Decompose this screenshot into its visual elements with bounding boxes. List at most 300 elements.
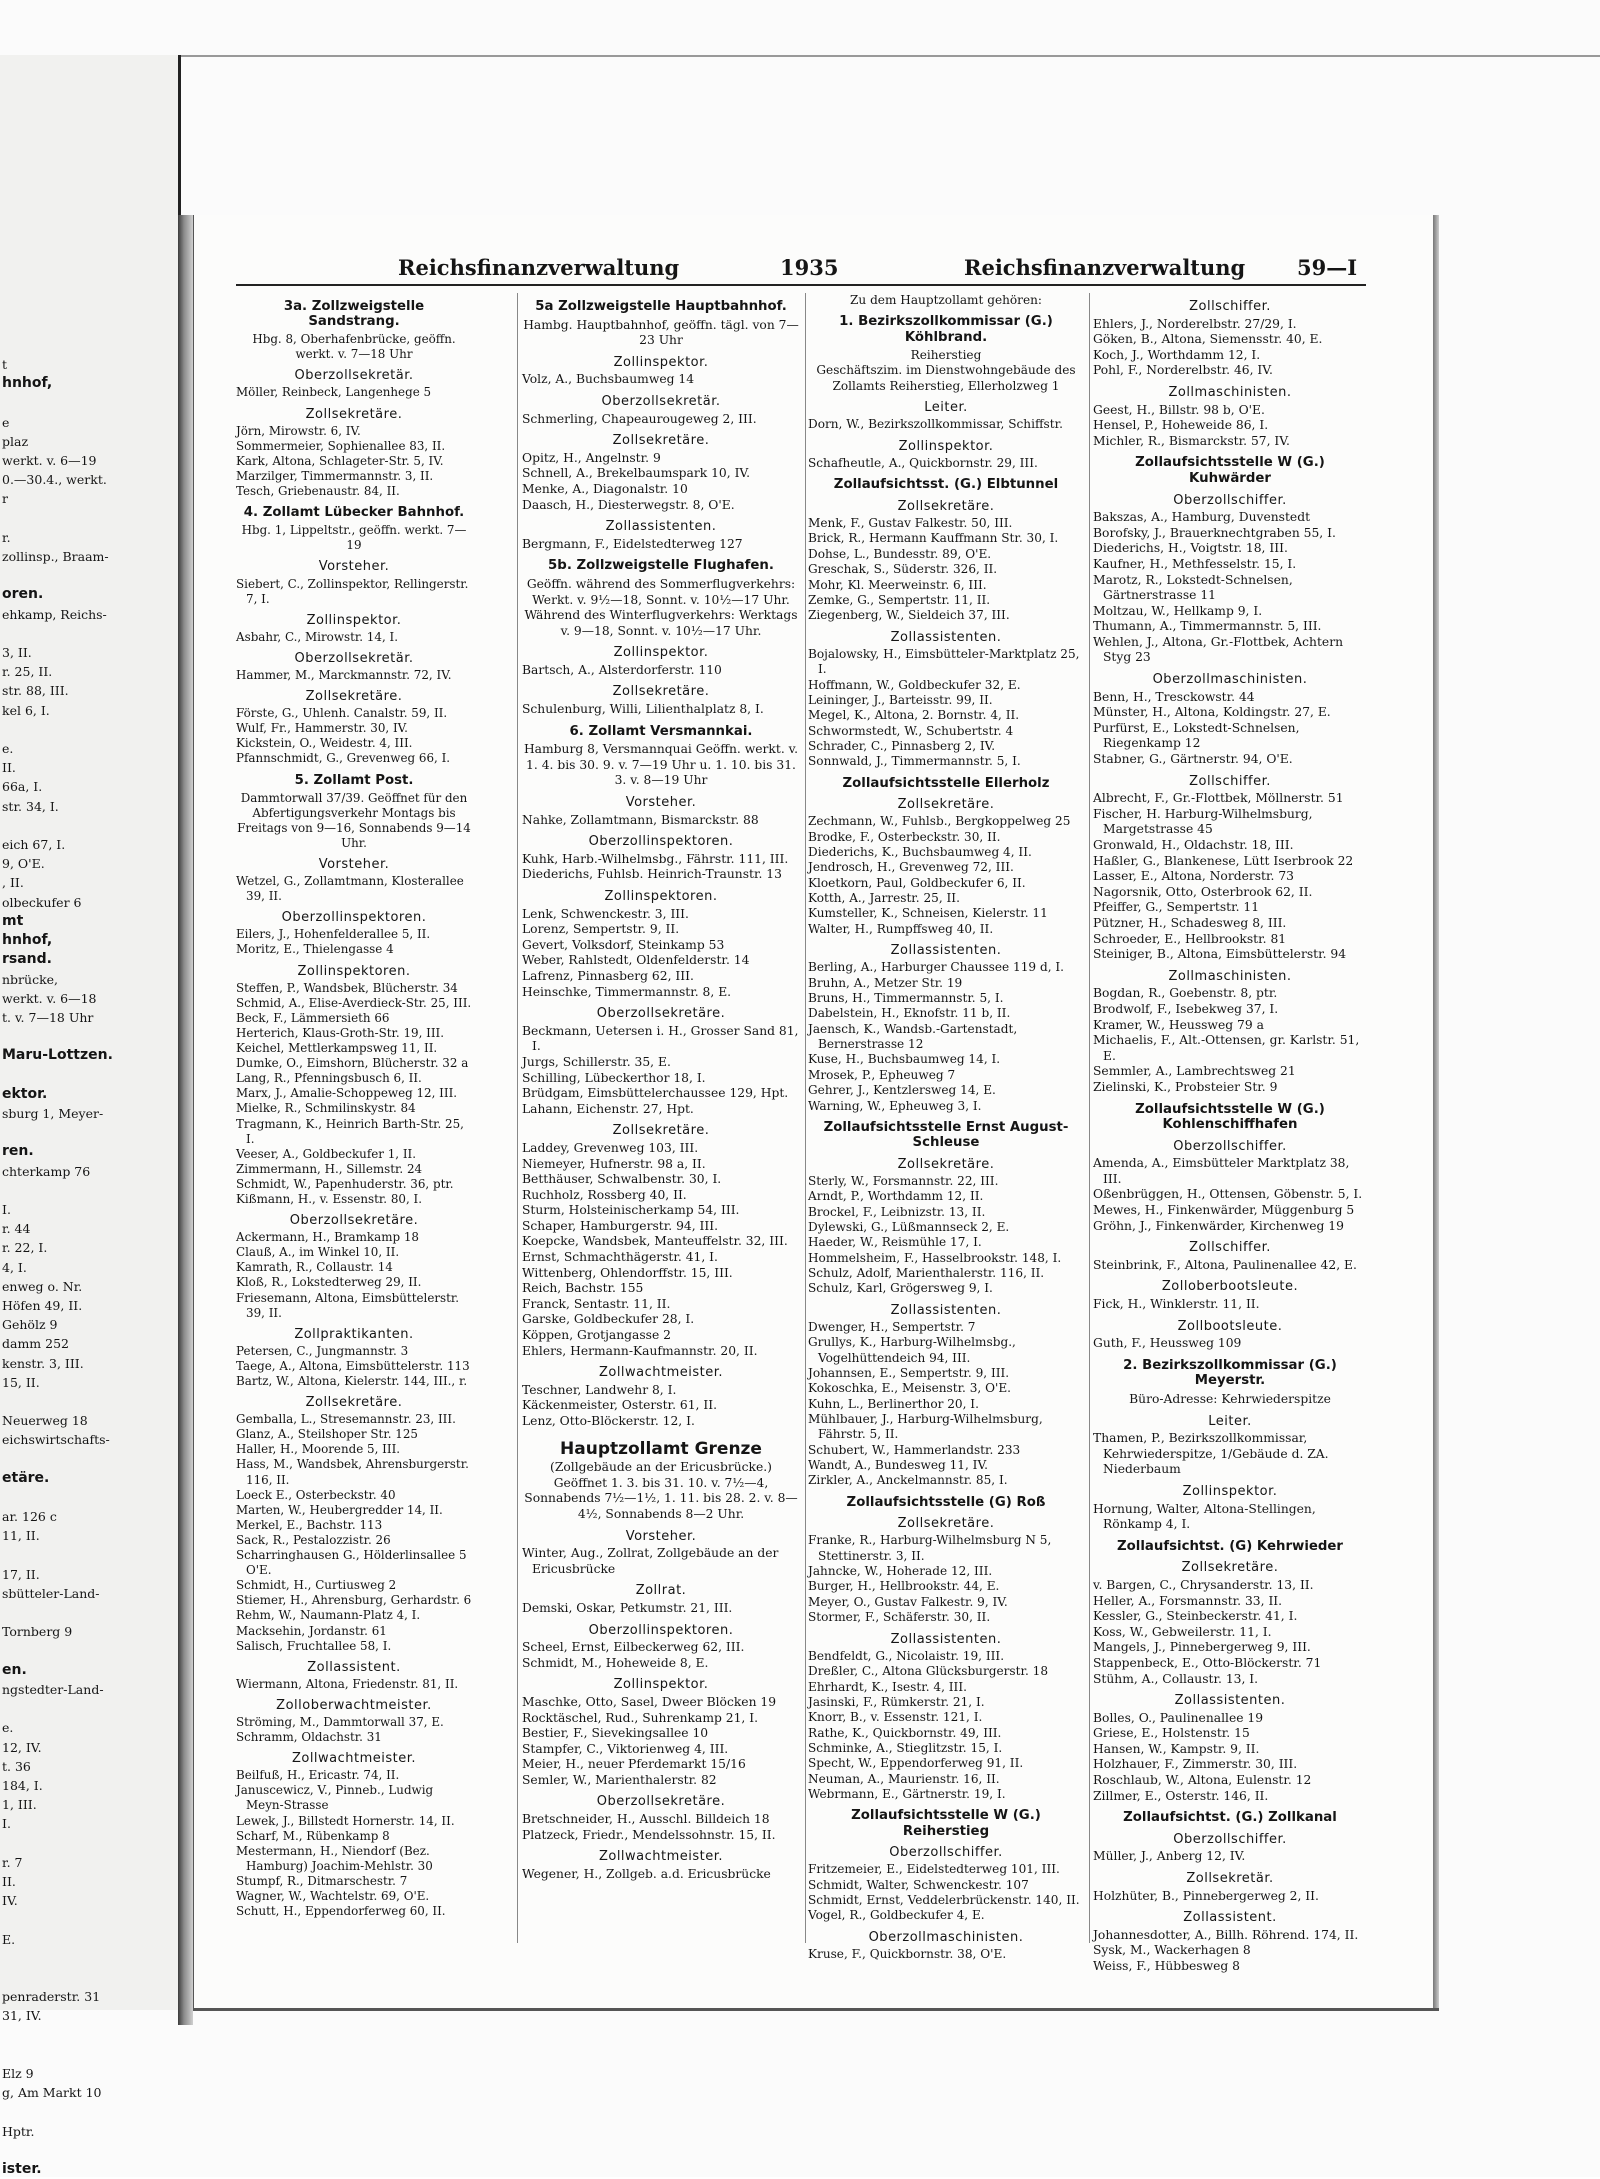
directory-entry: Meier, H., neuer Pferdemarkt 15/16 [522,1757,746,1772]
directory-entry: Eilers, J., Hohenfelderallee 5, II. [236,927,431,942]
previous-page-line [2,1910,172,1929]
column-separator [1089,293,1090,1943]
role-heading: Leiter. [1208,1413,1252,1429]
directory-entry: Stabner, G., Gärtnerstr. 94, O'E. [1093,752,1293,767]
office-info: Reiherstieg [910,348,982,363]
column-separator [517,293,518,1943]
section-heading: 6. Zollamt Versmannkai. [569,723,753,739]
previous-page-line: 4, I. [2,1259,27,1275]
directory-entry: Dreßler, C., Altona Glücksburgerstr. 18 [808,1664,1049,1679]
directory-entry: Diederichs, H., Voigtstr. 18, III. [1093,541,1288,556]
directory-entry: Merkel, E., Bachstr. 113 [236,1517,383,1532]
directory-entry: Stormer, F., Schäferstr. 30, II. [808,1610,991,1625]
previous-page-line [2,393,172,412]
role-heading: Zollinspektor. [306,612,402,628]
directory-entry: Franke, R., Harburg-Wilhelmsburg N 5, Stettinerstr. 3, II. [808,1533,1052,1563]
directory-entry: Roschlaub, W., Altona, Eulenstr. 12 [1093,1773,1312,1788]
directory-entry: Kuhn, L., Berlinerthor 20, I. [808,1396,979,1411]
directory-entry: Jaensch, K., Wandsb.-Gartenstadt, Bernerstrasse 12 [808,1021,1018,1052]
directory-entry: Dumke, O., Eimshorn, Blücherstr. 32 a [236,1056,469,1071]
role-heading: Zollwachtmeister. [291,1751,417,1767]
directory-entry: Betthäuser, Schwalbenstr. 30, I. [522,1172,722,1187]
directory-entry: Zillmer, E., Osterstr. 146, II. [1093,1788,1269,1803]
previous-page-line [2,1066,172,1085]
role-heading: Zollassistent. [1183,1910,1277,1926]
role-heading: Oberzollsekretäre. [289,1213,419,1229]
previous-page-line: ren. [2,1143,34,1160]
previous-page-line [2,1699,172,1718]
previous-page-line: 0.—30.4., werkt. [2,472,107,488]
column-2 [522,293,800,1882]
directory-entry: Teschner, Landwehr 8, I. [522,1382,677,1397]
role-heading: Oberzollschiffer. [889,1844,1003,1860]
directory-entry: Mühlbauer, J., Harburg-Wilhelmsburg, Fährstr. 5, II. [808,1412,1043,1442]
directory-entry: Keichel, Mettlerkampsweg 11, II. [236,1041,438,1056]
section-heading: Zollaufsichtsstelle W (G.) Kuhwärder [1135,455,1325,486]
previous-page-line: r [2,491,8,507]
section-heading: Zollaufsichtsst. (G.) Elbtunnel [833,477,1059,493]
previous-page-line [2,1488,172,1507]
previous-page-line: chterkamp 76 [2,1163,91,1179]
directory-entry: Haeder, W., Reismühle 17, I. [808,1235,982,1250]
role-heading: Zollwachtmeister. [598,1849,724,1865]
directory-entry: Schrader, C., Pinnasberg 2, IV. [808,738,996,753]
directory-entry: Ziegenberg, W., Sieldeich 37, III. [808,608,1010,623]
directory-entry: Schubert, W., Hammerlandstr. 233 [808,1442,1021,1457]
previous-page-line [2,1546,172,1565]
role-heading: Oberzollschiffer. [1173,1831,1287,1847]
previous-page-line: ektor. [2,1085,48,1102]
directory-entry: Steiniger, B., Altona, Eimsbüttelerstr. 94 [1093,947,1347,962]
role-heading: Vorsteher. [625,795,697,811]
directory-entry: Grullys, K., Harburg-Wilhelmsbg., Vogelhüttendeich 94, III. [808,1335,1016,1365]
directory-entry: Bolles, O., Paulinenallee 19 [1093,1710,1264,1725]
directory-entry: Johannsen, E., Sempertstr. 9, III. [808,1366,1010,1380]
section-heading: Zollaufsichtsstelle (G) Roß [846,1494,1046,1510]
directory-entry: Mewes, H., Finkenwärder, Müggenburg 5 [1093,1203,1355,1218]
directory-entry: Brockel, F., Leibnizstr. 13, II. [808,1204,986,1219]
directory-entry: Stühm, A., Collaustr. 13, I. [1093,1671,1259,1686]
previous-page-line: olbeckufer 6 [2,894,82,910]
directory-entry: Bakszas, A., Hamburg, Duvenstedt [1093,510,1311,525]
office-info: Geöffn. während des Sommerflugverkehrs: Werkt. v. 9½—18, Sonnt. v. 10½—17 Uhr. Während des Winterflugverkehrs: Werktags v. 9—18, Sonnt. v. 10½—17 Uhr. [524,576,798,638]
directory-entry: Koss, W., Gebweilerstr. 11, I. [1093,1624,1272,1639]
directory-entry: Gronwald, H., Oldachstr. 18, III. [1093,838,1294,852]
previous-page-line [2,1949,172,1968]
directory-entry: Ehlers, J., Norderelbstr. 27/29, I. [1093,316,1297,331]
role-heading: Oberzollsekretär. [294,368,414,384]
directory-entry: Sommermeier, Sophienallee 83, II. [236,438,446,453]
office-info: Hambg. Hauptbahnhof, geöffn. tägl. von 7—23 Uhr [523,317,799,348]
previous-page-line: 17, II. [2,1566,40,1582]
previous-page-line [2,720,172,739]
directory-entry: Berling, A., Harburger Chaussee 119 d, I. [808,960,1065,975]
role-heading: Zollinspektoren. [604,889,718,904]
previous-page-line: sbütteler-Land- [2,1586,100,1601]
role-heading: Zollrat. [635,1583,687,1599]
role-heading: Zollbootsleute. [1177,1318,1283,1334]
previous-page-line: kel 6, I. [2,702,50,718]
role-heading: Zollsekretäre. [897,1156,995,1172]
directory-entry: Hass, M., Wandsbek, Ahrensburgerstr. 116, II. [236,1457,469,1487]
previous-page-line: nbrücke, [2,971,59,987]
directory-entry: Holzhauer, F., Zimmerstr. 30, III. [1093,1757,1298,1772]
office-info: (Zollgebäude an der Ericusbrücke.) Geöffnet 1. 3. bis 31. 10. v. 7½—4, Sonnabends 7½—1½, 1. 11. bis 28. 2. v. 8—4½, Sonnabends 8—2 Uhr. [524,1460,798,1521]
directory-entry: Bojalowsky, H., Eimsbütteler-Marktplatz 25, I. [808,646,1080,677]
directory-entry: Megel, K., Altona, 2. Bornstr. 4, II. [808,708,1020,723]
directory-entry: Wandt, A., Bundesweg 11, IV. [808,1458,988,1473]
previous-page-line [2,2026,172,2045]
directory-entry: Koepcke, Wandsbek, Manteuffelstr. 32, III. [522,1234,788,1249]
office-info: Büro-Adresse: Kehrwiederspitze [1129,1392,1331,1406]
directory-entry: Bendfeldt, G., Nicolaistr. 19, III. [808,1648,1005,1663]
directory-entry: Jendrosch, H., Grevenweg 72, III. [808,860,1014,875]
previous-page-line [2,1392,172,1411]
directory-entry: Moltzau, W., Hellkamp 9, I. [1093,603,1263,618]
role-heading: Zollassistenten. [890,1631,1002,1647]
role-heading: Zollmaschinisten. [1168,384,1292,400]
directory-entry: Stappenbeck, E., Otto-Blöckerstr. 71 [1093,1655,1322,1670]
previous-page-line: Neuerweg 18 [2,1413,88,1429]
directory-entry: Schafheutle, A., Quickbornstr. 29, III. [808,456,1038,471]
directory-entry: Heller, A., Forsmannstr. 33, II. [1093,1593,1283,1608]
directory-entry: Lenz, Otto-Blöckerstr. 12, I. [522,1414,695,1428]
office-info: Dammtorwall 37/39. Geöffnet für den Abfertigungsverkehr Montags bis Freitags von 9—16, Sonnabends 9—14 Uhr. [237,790,471,850]
directory-entry: Bretschneider, H., Ausschl. Billdeich 18 [522,1812,770,1827]
directory-entry: Schulz, Adolf, Marienthalerstr. 116, II. [808,1265,1045,1280]
directory-entry: Ströming, M., Dammtorwall 37, E. [236,1714,444,1729]
directory-entry: Demski, Oskar, Petkumstr. 21, III. [522,1600,733,1615]
directory-entry: Mangels, J., Pinnebergerweg 9, III. [1093,1640,1311,1655]
previous-page-line: hnhof, [2,375,53,392]
directory-entry: Diederichs, K., Buchsbaumweg 4, II. [808,845,1032,859]
role-heading: Zollassistenten. [605,519,717,535]
directory-entry: Sturm, Holsteinischerkamp 54, III. [522,1203,740,1218]
directory-entry: Leininger, J., Barteisstr. 99, II. [808,692,993,707]
directory-entry: Gevert, Volksdorf, Steinkamp 53 [522,937,725,952]
role-heading: Oberzollsekretäre. [596,1794,726,1810]
directory-entry: Wulf, Fr., Hammerstr. 30, IV. [236,721,408,736]
role-heading: Zollinspektor. [613,645,709,661]
directory-entry: Asbahr, C., Mirowstr. 14, I. [236,629,398,644]
directory-entry: Jahncke, W., Hoherade 12, III. [808,1564,993,1579]
previous-page-line [2,509,172,528]
directory-entry: Schmerling, Chapeaurougeweg 2, III. [522,411,757,426]
role-heading: Oberzollschiffer. [1173,1138,1287,1154]
directory-entry: Thamen, P., Bezirkszollkommissar, Kehrwiederspitze, 1/Gebäude d. ZA. Niederbaum [1093,1431,1329,1477]
directory-entry: Kark, Altona, Schlageter-Str. 5, IV. [236,453,444,468]
directory-entry: Ernst, Schmachthägerstr. 41, I. [522,1250,718,1265]
directory-entry: Käckenmeister, Osterstr. 61, II. [522,1398,717,1413]
directory-entry: Benn, H., Tresckowstr. 44 [1093,689,1255,704]
directory-entry: Beck, F., Lämmersieth 66 [236,1010,390,1025]
directory-entry: Schmidt, H., Curtiusweg 2 [236,1578,397,1593]
previous-page-line: II. [2,760,16,776]
directory-entry: Greschak, S., Süderstr. 326, II. [808,562,998,577]
previous-page-line: 15, II. [2,1374,40,1390]
directory-entry: Schmid, A., Elise-Averdieck-Str. 25, III. [236,995,472,1010]
directory-entry: Daasch, H., Diesterwegstr. 8, O'E. [522,497,735,512]
previous-page-line: str. 88, III. [2,683,69,699]
directory-entry: Siebert, C., Zollinspektor, Rellingerstr. 7, I. [236,576,469,606]
role-heading: Zollsekretäre. [612,1123,710,1139]
directory-entry: Kuse, H., Buchsbaumweg 14, I. [808,1052,1001,1067]
previous-page-line [2,1642,172,1661]
previous-page-line [2,2141,172,2160]
role-heading: Zollsekretär. [1186,1871,1274,1887]
previous-page-line: , II. [2,875,24,891]
running-header-year: 1935 [780,255,839,280]
directory-entry: Johannesdotter, A., Billh. Röhrend. 174, II. [1093,1927,1359,1942]
previous-page-column [2,355,172,2179]
directory-entry: Diederichs, Fuhlsb. Heinrich-Traunstr. 13 [522,867,782,882]
previous-page-line [2,1181,172,1200]
role-heading: Zollpraktikanten. [294,1326,414,1342]
previous-page-line: Hptr. [2,2123,35,2139]
directory-entry: Lang, R., Pfenningsbusch 6, II. [236,1071,422,1086]
directory-entry: Marzilger, Timmermannstr. 3, II. [236,468,434,483]
scan-top-shadow [0,55,1600,57]
office-info: Hbg. 1, Lippeltstr., geöffn. werkt. 7—19 [241,523,467,553]
role-heading: Zollschiffer. [1189,773,1271,789]
directory-entry: Sack, R., Pestalozzistr. 26 [236,1532,391,1547]
directory-entry: Schmidt, Ernst, Veddelerbrückenstr. 140, II. [808,1893,1080,1907]
role-heading: Zollassistenten. [890,943,1002,959]
directory-entry: Gehrer, J., Kentzlersweg 14, E. [808,1083,996,1098]
directory-entry: Pfannschmidt, G., Grevenweg 66, I. [236,751,451,766]
role-heading: Oberzollinspektoren. [281,910,427,926]
directory-entry: Kuhk, Harb.-Wilhelmsbg., Fährstr. 111, III. [522,851,789,866]
previous-page-line: 66a, I. [2,779,43,795]
directory-entry: Sonnwald, J., Timmermannstr. 5, I. [808,754,1021,769]
role-heading: Zollinspektor. [898,438,994,454]
directory-entry: Fritzemeier, E., Eidelstedterweg 101, III. [808,1862,1060,1877]
directory-entry: Köppen, Grotjangasse 2 [522,1328,671,1343]
directory-entry: Kotth, A., Jarrestr. 25, II. [808,891,960,906]
directory-entry: Münster, H., Altona, Koldingstr. 27, E. [1093,705,1331,720]
previous-page-line: enweg o. Nr. [2,1278,83,1294]
directory-entry: Nagorsnik, Otto, Osterbrook 62, II. [1093,884,1313,899]
previous-page-line: t. v. 7—18 Uhr [2,1009,94,1025]
previous-page-line: en. [2,1661,27,1678]
directory-entry: Beilfuß, H., Ericastr. 74, II. [236,1768,400,1783]
role-heading: Oberzollschiffer. [1173,492,1287,508]
directory-entry: Müller, J., Anberg 12, IV. [1093,1849,1246,1864]
previous-page-line: plaz [2,433,29,449]
directory-entry: Meyer, O., Gustav Falkestr. 9, IV. [808,1594,1008,1609]
previous-page-line [2,624,172,643]
directory-entry: Clauß, A., im Winkel 10, II. [236,1245,400,1260]
section-heading: 3a. Zollzweigstelle Sandstrang. [283,299,425,330]
directory-entry: Wittenberg, Ohlendorffstr. 15, III. [522,1265,733,1280]
role-heading: Zolloberwachtmeister. [276,1697,432,1713]
directory-entry: Rocktäschel, Rud., Suhrenkamp 21, I. [522,1710,758,1725]
previous-page-line: oren. [2,586,44,603]
directory-entry: Lorenz, Sempertstr. 9, II. [522,922,680,937]
directory-entry: Griese, E., Holstenstr. 15 [1093,1726,1250,1741]
directory-entry: Fischer, H. Harburg-Wilhelmsburg, Margetstrasse 45 [1093,806,1313,837]
directory-entry: Garske, Goldbeckufer 28, I. [522,1312,695,1327]
office-info: Geschäftszim. im Dienstwohngebäude des Zollamts Reiherstieg, Ellerholzweg 1 [816,363,1076,393]
directory-entry: Hensel, P., Hoheweide 86, I. [1093,418,1269,433]
directory-entry: Semmler, A., Lambrechtsweg 21 [1093,1064,1296,1079]
role-heading: Oberzollsekretär. [601,393,721,409]
directory-entry: Rehm, W., Naumann-Platz 4, I. [236,1608,421,1623]
previous-page-line: e [2,414,10,430]
directory-entry: Lenk, Schwenckestr. 3, III. [522,906,689,921]
column-3 [808,293,1084,1962]
previous-page-line: e. [2,741,14,757]
previous-page-line: 184, I. [2,1778,43,1794]
directory-entry: Friesemann, Altona, Eimsbüttelerstr. 39, II. [236,1290,460,1320]
previous-page-line [2,2045,172,2064]
role-heading: Vorsteher. [318,559,390,575]
directory-entry: Thumann, A., Timmermannstr. 5, III. [1093,619,1322,634]
directory-entry: Fick, H., Winklerstr. 11, II. [1093,1297,1260,1312]
directory-entry: Taege, A., Altona, Eimsbüttelerstr. 113 [236,1358,470,1373]
directory-entry: Petersen, C., Jungmannstr. 3 [236,1343,409,1358]
directory-entry: Lafrenz, Pinnasberg 62, III. [522,968,694,983]
directory-entry: Scharf, M., Rübenkamp 8 [236,1828,390,1843]
directory-entry: Kruse, F., Quickbornstr. 38, O'E. [808,1947,1007,1962]
directory-entry: Opitz, H., Angelnstr. 9 [522,450,661,465]
page-right-edge [1433,215,1439,2010]
role-heading: Zollsekretäre. [305,1395,403,1411]
directory-entry: Semler, W., Marienthalerstr. 82 [522,1772,717,1787]
previous-page-line [2,1123,172,1142]
directory-entry: Glanz, A., Steilshoper Str. 125 [236,1427,418,1442]
directory-entry: Schutt, H., Eppendorferweg 60, II. [236,1904,446,1919]
previous-page-line: hnhof, [2,932,53,949]
role-heading: Zollinspektor. [613,1677,709,1693]
directory-entry: Schminke, A., Stieglitzstr. 15, I. [808,1740,1003,1755]
role-heading: Zollinspektoren. [297,963,411,979]
directory-entry: Zirkler, A., Anckelmannstr. 85, I. [808,1473,1008,1488]
role-heading: Oberzollsekretäre. [596,1006,726,1022]
directory-entry: Januscewicz, V., Pinneb., Ludwig Meyn-Strasse [236,1783,434,1813]
previous-page-line: ngstedter-Land- [2,1682,104,1698]
directory-entry: Stiemer, H., Ahrensburg, Gerhardstr. 6 [236,1593,472,1608]
directory-entry: Marten, W., Heubergredder 14, II. [236,1502,443,1517]
header-rule [236,284,1366,286]
role-heading: Zollsekretäre. [1181,1560,1279,1576]
directory-entry: Burger, H., Hellbrookstr. 44, E. [808,1579,1000,1594]
previous-page-line: werkt. v. 6—19 [2,453,97,469]
previous-page-line: eichswirtschafts- [2,1432,110,1448]
directory-entry: Kickstein, O., Weidestr. 4, III. [236,736,413,751]
directory-entry: Ehlers, Hermann-Kaufmannstr. 20, II. [522,1343,758,1358]
directory-entry: Bruns, H., Timmermannstr. 5, I. [808,991,1004,1006]
directory-entry: Marotz, R., Lokstedt-Schnelsen, Gärtnerstrasse 11 [1093,572,1293,603]
directory-entry: Loeck E., Osterbeckstr. 40 [236,1487,396,1502]
previous-page-line: Tornberg 9 [2,1624,73,1640]
role-heading: Zolloberbootsleute. [1161,1279,1299,1295]
directory-entry: Schmidt, W., Papenhuderstr. 36, ptr. [236,1176,454,1191]
directory-entry: Beckmann, Uetersen i. H., Grosser Sand 81, I. [522,1023,799,1054]
previous-page-line: 9, O'E. [2,856,45,872]
directory-entry: Franck, Sentastr. 11, II. [522,1296,671,1311]
previous-page-line [2,816,172,835]
directory-entry: Pohl, F., Norderelbstr. 46, IV. [1093,363,1273,378]
directory-entry: Menk, F., Gustav Falkestr. 50, III. [808,516,1013,531]
directory-entry: Wetzel, G., Zollamtmann, Klosterallee 39, II. [236,874,464,904]
directory-entry: Brodwolf, F., Isebekweg 37, I. [1093,1001,1279,1016]
directory-entry: Marx, J., Amalie-Schoppeweg 12, III. [236,1086,458,1101]
directory-entry: Steinbrink, F., Altona, Paulinenallee 42, E. [1093,1257,1357,1272]
directory-entry: Nahke, Zollamtmann, Bismarckstr. 88 [522,812,759,827]
directory-entry: Haßler, G., Blankenese, Lütt Iserbrook 22 [1093,853,1354,868]
directory-entry: v. Bargen, C., Chrysanderstr. 13, II. [1093,1577,1314,1592]
directory-entry: Geest, H., Billstr. 98 b, O'E. [1093,402,1265,417]
directory-entry: Zemke, G., Sempertstr. 11, II. [808,592,991,607]
directory-entry: Schulz, Karl, Grögersweg 9, I. [808,1281,993,1296]
directory-entry: Dohse, L., Bundesstr. 89, O'E. [808,546,992,561]
previous-page-line: I. [2,1816,11,1832]
section-heading: 5. Zollamt Post. [294,772,414,788]
directory-entry: Neuman, A., Maurienstr. 16, II. [808,1771,1000,1786]
role-heading: Vorsteher. [318,857,390,872]
role-heading: Vorsteher. [625,1528,697,1544]
previous-page-line: zollinsp., Braam- [2,549,109,565]
previous-page-line: mt [2,912,24,929]
directory-entry: Purfürst, E., Lokstedt-Schnelsen, Riegenkamp 12 [1093,720,1300,751]
previous-page-line: penraderstr. 31 [2,1989,101,2005]
previous-page-line: E. [2,1931,16,1947]
previous-page-line: 11, II. [2,1528,40,1544]
directory-entry: Guth, F., Heussweg 109 [1093,1336,1242,1351]
directory-entry: Macksehin, Jordanstr. 61 [236,1623,387,1638]
directory-entry: Kramer, W., Heussweg 79 a [1093,1017,1264,1032]
office-info: Zu dem Hauptzollamt gehören: [850,293,1042,307]
directory-entry: Borofsky, J., Brauerknechtgraben 55, I. [1093,525,1336,540]
directory-entry: Möller, Reinbeck, Langenhege 5 [236,385,432,400]
previous-page-line: Maru-Lottzen. [2,1047,113,1064]
directory-entry: Hommelsheim, F., Hasselbrookstr. 148, I. [808,1250,1062,1265]
previous-page-line: rsand. [2,951,52,968]
directory-entry: Zimmermann, H., Sillemstr. 24 [236,1161,423,1176]
previous-page-line: ehkamp, Reichs- [2,606,107,622]
directory-entry: Heinschke, Timmermannstr. 8, E. [522,984,732,999]
directory-entry: Förste, G., Uhlenh. Canalstr. 59, II. [236,706,448,721]
directory-entry: Moritz, E., Thielengasse 4 [236,942,394,957]
previous-page-line: e. [2,1720,14,1736]
role-heading: Oberzollinspektoren. [588,834,734,850]
directory-entry: Kamrath, R., Collaustr. 14 [236,1260,393,1275]
directory-entry: Kokoschka, E., Meisenstr. 3, O'E. [808,1381,1012,1396]
previous-page-line: Elz 9 [2,2066,34,2082]
running-header-left: Reichsfinanzverwaltung [398,255,680,280]
directory-entry: Schilling, Lübeckerthor 18, I. [522,1070,706,1085]
directory-entry: Wegener, H., Zollgeb. a.d. Ericusbrücke [522,1866,771,1881]
role-heading: Zollsekretäre. [897,796,995,812]
previous-page-line: 31, IV. [2,2008,42,2024]
directory-entry: Wagner, W., Wachtelstr. 69, O'E. [236,1889,430,1903]
directory-entry: Hansen, W., Kampstr. 9, II. [1093,1741,1260,1756]
directory-entry: Hammer, M., Marckmannstr. 72, IV. [236,667,452,682]
directory-entry: Schramm, Oldachstr. 31 [236,1730,382,1745]
directory-entry: Weiss, F., Hübbesweg 8 [1093,1959,1241,1973]
directory-entry: Michaelis, F., Alt.-Ottensen, gr. Karlstr. 51, E. [1093,1033,1360,1063]
page-number: 59—I [1297,255,1358,280]
previous-page-line: r. 44 [2,1221,31,1237]
role-heading: Zollsekretäre. [897,498,995,514]
directory-entry: Dorn, W., Bezirkszollkommissar, Schiffstr. [808,417,1063,432]
directory-entry: Kaufner, H., Methfesselstr. 15, I. [1093,556,1297,571]
directory-entry: Warning, W., Epheuweg 3, I. [808,1098,982,1113]
previous-page-line: werkt. v. 6—18 [2,990,97,1006]
role-heading: Zollinspektor. [1182,1483,1278,1499]
directory-entry: Scheel, Ernst, Eilbeckerweg 62, III. [522,1640,745,1655]
